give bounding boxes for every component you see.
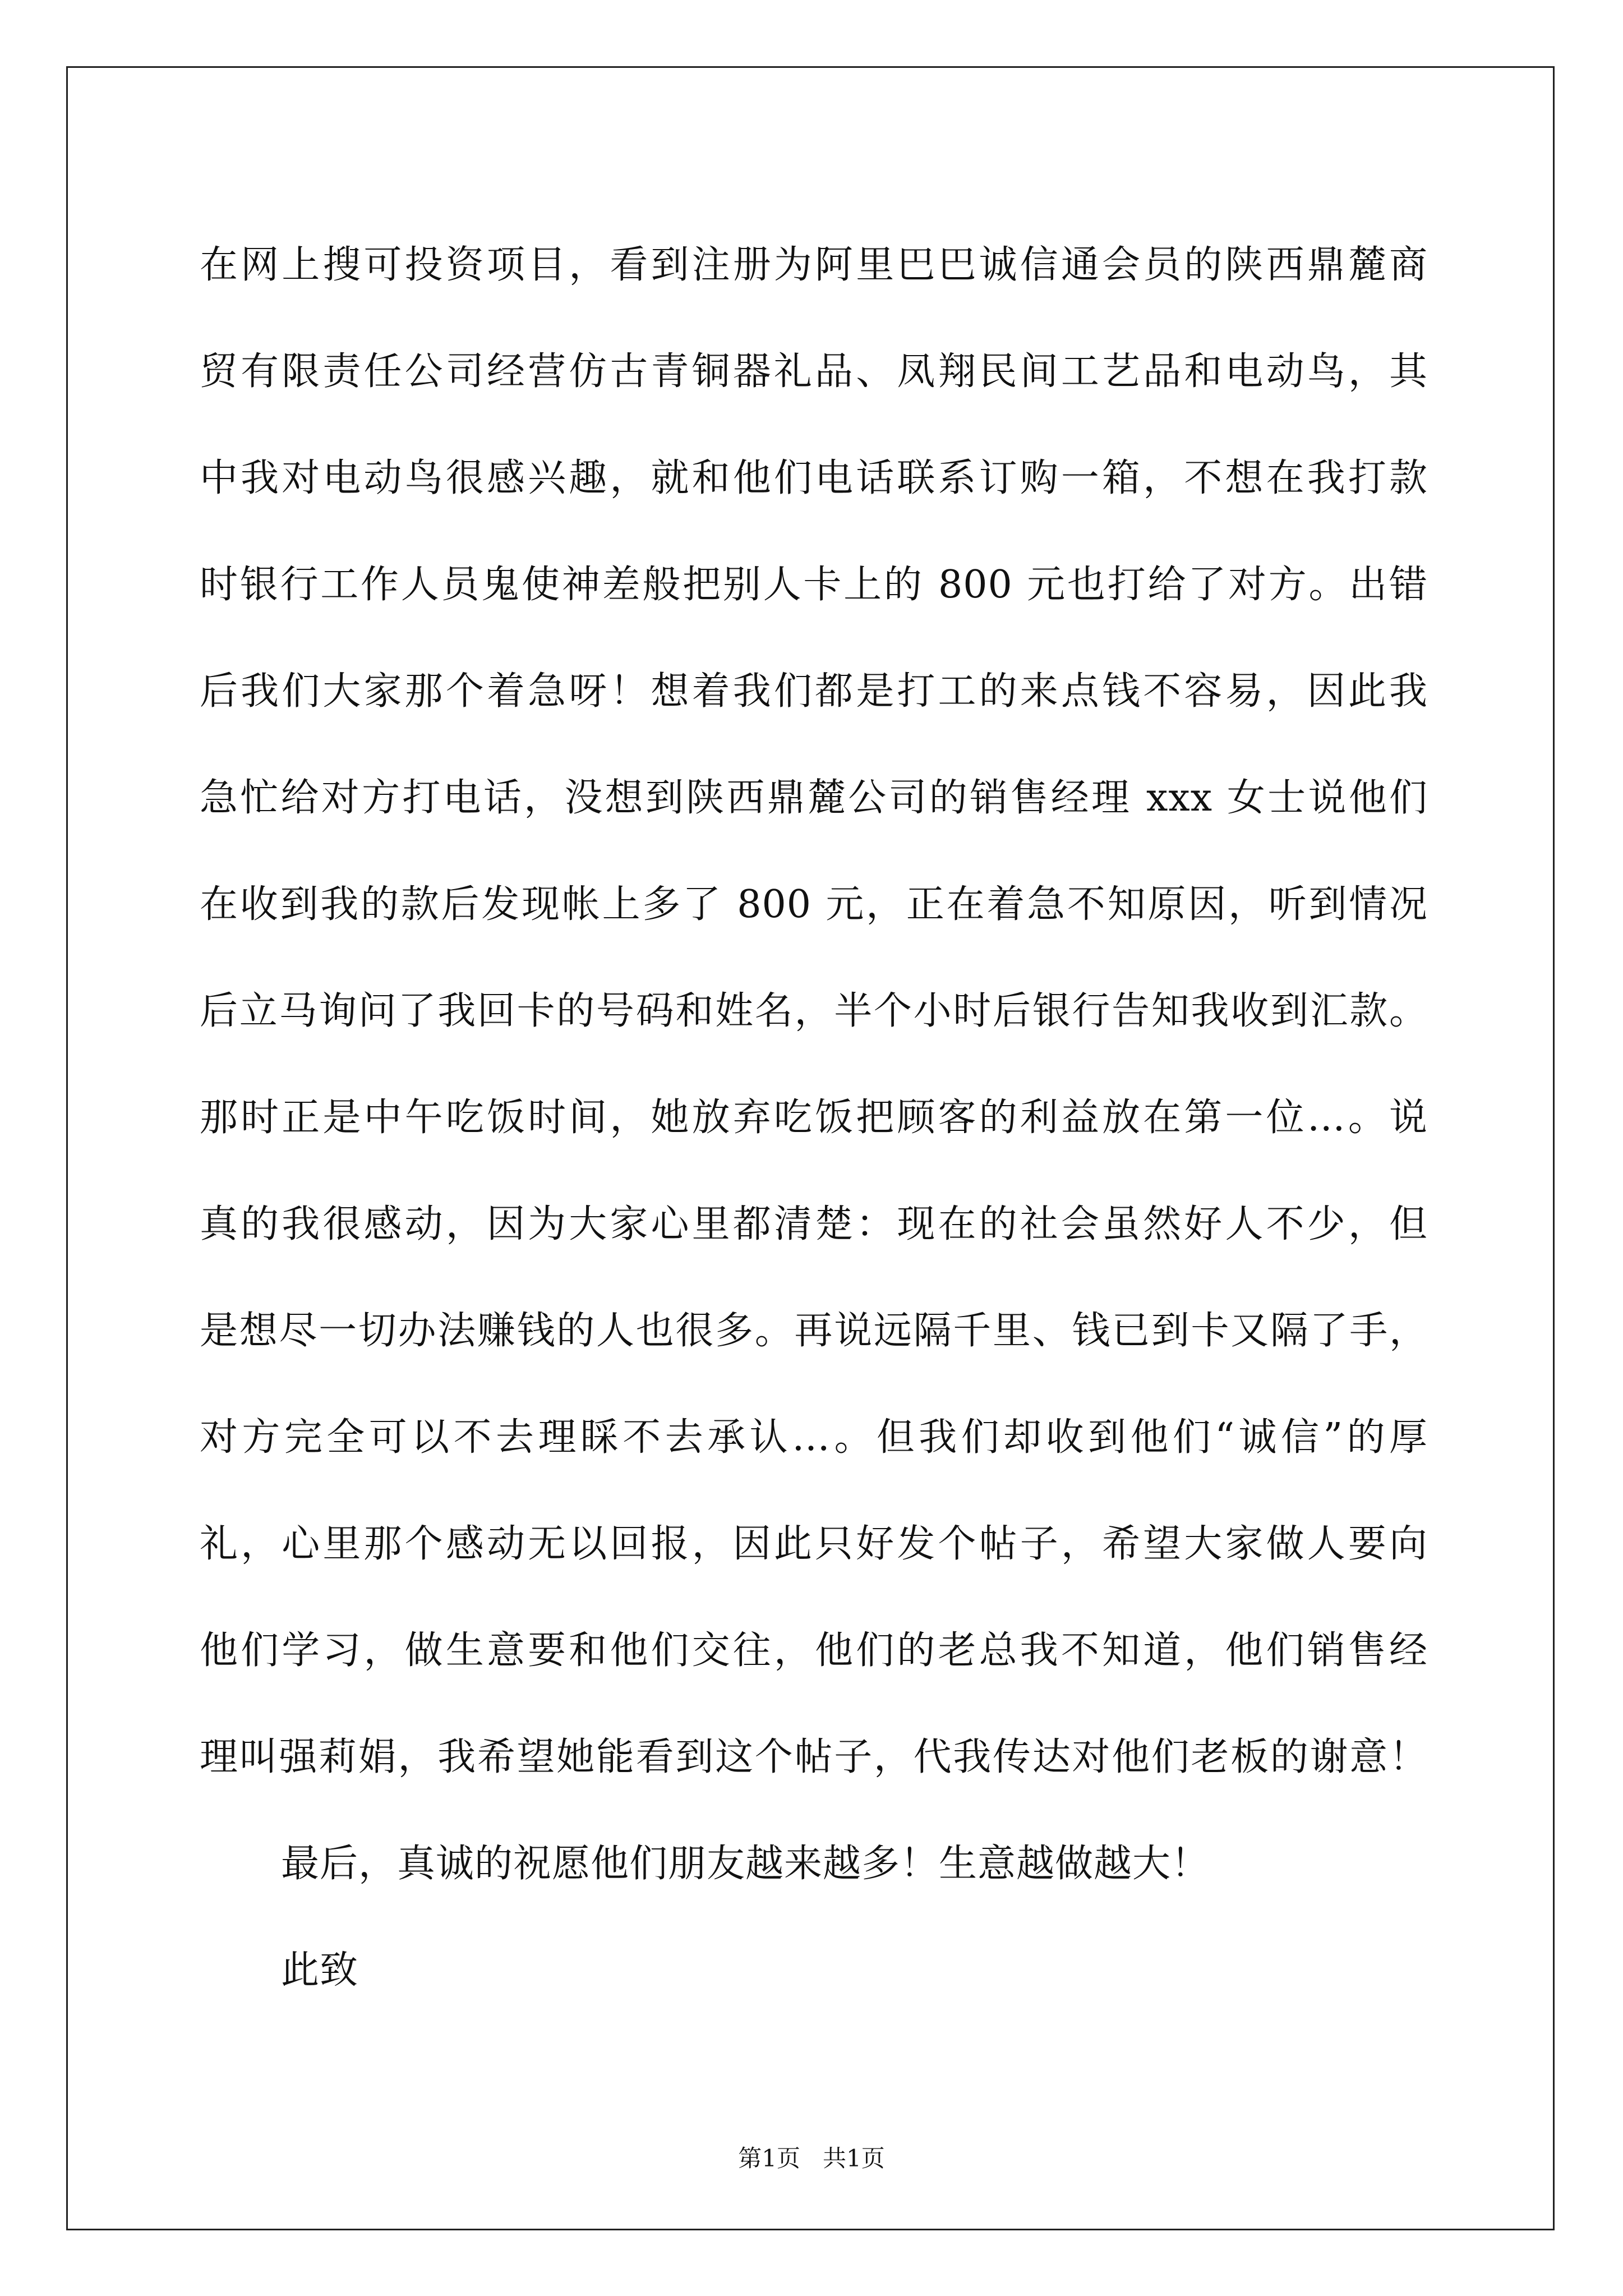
- closing-wish: 最后，真诚的祝愿他们朋友越来越多！生意越做越大！: [281, 1842, 1210, 1886]
- body-line: 在收到我的款后发现帐上多了 800 元，正在着急不知原因，听到情况: [200, 882, 1428, 927]
- body-line: 对方完全可以不去理睬不去承认…。但我们却收到他们“诚信”的厚: [200, 1415, 1428, 1460]
- salutation: 此致: [281, 1948, 359, 1993]
- body-line: 贸有限责任公司经营仿古青铜器礼品、凤翔民间工艺品和电动鸟，其: [200, 349, 1428, 394]
- body-line: 在网上搜可投资项目，看到注册为阿里巴巴诚信通会员的陕西鼎麓商: [200, 243, 1428, 287]
- body-line: 急忙给对方打电话，没想到陕西鼎麓公司的销售经理 xxx 女士说他们: [200, 776, 1428, 820]
- body-line: 理叫强莉娟，我希望她能看到这个帖子，代我传达对他们老板的谢意！: [200, 1735, 1428, 1779]
- body-line: 真的我很感动，因为大家心里都清楚：现在的社会虽然好人不少，但: [200, 1202, 1428, 1246]
- letter-body: [200, 212, 1428, 2024]
- body-line: 后我们大家那个着急呀！想着我们都是打工的来点钱不容易，因此我: [200, 669, 1428, 714]
- body-line: 那时正是中午吃饭时间，她放弃吃饭把顾客的利益放在第一位…。说: [200, 1096, 1428, 1140]
- body-line: 中我对电动鸟很感兴趣，就和他们电话联系订购一箱，不想在我打款: [200, 456, 1428, 500]
- body-line: 是想尽一切办法赚钱的人也很多。再说远隔千里、钱已到卡又隔了手，: [200, 1309, 1428, 1353]
- body-line: 后立马询问了我回卡的号码和姓名，半个小时后银行告知我收到汇款。: [200, 989, 1428, 1033]
- body-line: 时银行工作人员鬼使神差般把别人卡上的 800 元也打给了对方。出错: [200, 563, 1428, 607]
- page-number: 第1页 共1页: [738, 2145, 885, 2172]
- body-line: 礼，心里那个感动无以回报，因此只好发个帖子，希望大家做人要向: [200, 1522, 1428, 1566]
- body-line: 他们学习，做生意要和他们交往，他们的老总我不知道，他们销售经: [200, 1628, 1428, 1673]
